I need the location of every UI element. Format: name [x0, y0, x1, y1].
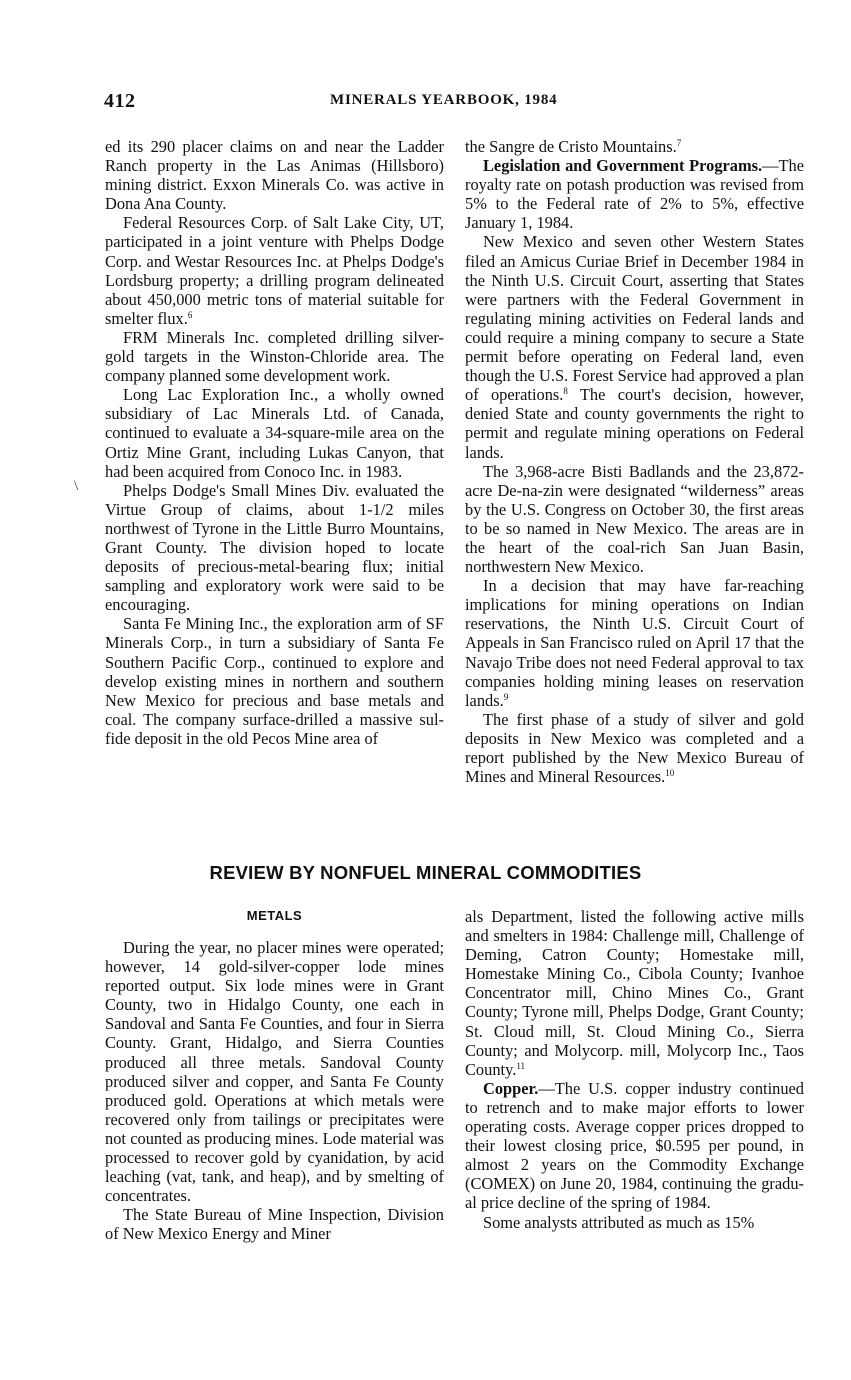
footnote-ref: 11 [516, 1060, 525, 1071]
paragraph [465, 710, 804, 786]
column-bottom-left [105, 938, 444, 1244]
footnote-ref: 9 [503, 691, 509, 702]
footnote-ref: 8 [563, 386, 568, 397]
paragraph [465, 232, 804, 461]
paragraph [465, 156, 804, 232]
footnote-ref: 7 [676, 138, 682, 148]
paragraph: ed its 290 placer claims on and near the Ladder Ranch property in the Las Animas (Hillsboro) mining district. Exxon Minerals Co. was active in Dona Ana County. [105, 137, 444, 214]
paragraph: Some analysts attributed as much as 15% [483, 1212, 755, 1232]
footnote-ref: 6 [187, 309, 193, 320]
paragraph: Santa Fe Mining Inc., the exploration arm of SF Minerals Corp., in turn a subsidiary of Santa Fe Southern Pacific Corp., continued to explore and develop existing mines in northern and southern New Mexico for precious and base metals and coal. The company surface-drilled a massive sulfide deposit in the old Pecos Mine area of [105, 614, 444, 748]
paragraph-text: the Sangre de Cristo Mountains. [465, 137, 677, 156]
run-in-heading: Copper. [483, 1078, 539, 1098]
paragraph-text: New Mexico and seven other Western States filed an Amicus Curiae Brief in December 1984 in the Ninth U.S. Circuit Court, asserting that States were partners with the Federal Government in regulating mining activities on Federal lands and could require a mining company to secure a State permit before operating on Federal land, even though the U.S. Forest Service had approved a plan of operations. [465, 232, 804, 405]
section-heading: REVIEW BY NONFUEL MINERAL COMMODITIES [209, 862, 642, 883]
paragraph: The 3,968-acre Bisti Badlands and the 23,872-acre De-na-zin were designated “wilderness” areas by the U.S. Congress on October 30, the first areas to be so named in New Mexico. The areas are in the heart of the coal-rich San Juan Basin, northwestern New Mexico. [465, 461, 804, 577]
paragraph: During the year, no placer mines were operated; however, 14 gold-silver-copper lode mines reported output. Six lode mines were in Grant County, two in Hidalgo County, one each in Sandoval and Santa Fe Counties, and four in Sierra County. Grant, Hidalgo, and Sierra Counties produced all three metals. Sandoval County produced silver and copper, and Santa Fe County produced gold. Operations at which metals were recovered only from tailings or precipitates were not counted as producing mines. Lode material was processed to recover gold by cyanidation, by acid leaching (vat, tank, and heap), and by smelting of concentrates. [105, 938, 444, 1206]
paragraph-text: The first phase of a study of silver and gold deposits in New Mexico was completed and a report published by the New Mexico Bureau of Mines and Mineral Resources. [465, 709, 804, 787]
paragraph: Long Lac Exploration Inc., a wholly owned subsidiary of Lac Minerals Ltd. of Canada, continued to evaluate a 34-square-mile area on the Ortiz Mine Grant, including Lukas Canyon, that had been acquired from Conoco Inc. in 1983. [105, 385, 444, 481]
paragraph-text: The court's decision, however, denied State and county governments the right to permit and regulate mining operations on Federal lands. [465, 385, 805, 462]
paragraph [465, 1079, 804, 1213]
paragraph [105, 213, 444, 328]
paragraph [465, 137, 804, 156]
paragraph-text: Federal Resources Corp. of Salt Lake City, UT, participated in a joint venture with Phelps Dodge Corp. and Westar Resources Inc. at Phelps Dodge's Lordsburg property; a drilling program delineated about 450,000 metric tons of material suitable for smelter flux. [105, 213, 444, 328]
paragraph-text: als Department, listed the following active mills and smelters in 1984: Challenge mill, Challenge of Deming, Catron County; Homestake mill, Homestake Mining Co., Cibola County; Ivanhoe Concentrator mill, Chino Mines Co., Grant County; Tyrone mill, Phelps Dodge, Grant County; St. Cloud mill, St. Cloud Mining Co., Sierra County; and Molycorp. mill, Molycorp Inc., Taos County. [465, 907, 804, 1079]
paragraph-text: In a decision that may have far-reaching implications for mining operations on Indian reservations, the Ninth U.S. Circuit Court of Appeals in San Francisco ruled on April 17 that the Navajo Tribe does not need Federal approval to tax companies holding mining leases on reservation lands. [465, 576, 804, 710]
paragraph-text: —The U.S. copper industry continued to retrench and to make major efforts to lower operating costs. Average copper prices dropped to their lowest closing price, $0.595 per pound, in almost 2 years on the Commodity Exchange (COMEX) on June 20, 1984, continuing the gradual price decline of the spring of 1984. [465, 1078, 804, 1213]
paragraph-text: —The royalty rate on potash production was revised from 5% to the Federal rate of 2% to 5%, effective January 1, 1984. [465, 156, 804, 233]
paragraph: FRM Minerals Inc. completed drilling silver-gold targets in the Winston-Chloride area. The company planned some development work. [105, 327, 444, 386]
running-title: MINERALS YEARBOOK, 1984 [330, 92, 558, 108]
paragraph [465, 576, 804, 710]
paragraph: Phelps Dodge's Small Mines Div. evaluated the Virtue Group of claims, about 1-1/2 miles northwest of Tyrone in the Little Burro Mountains, Grant County. The division hoped to locate deposits of precious-metal-bearing flux; initial sampling and exploratory work were said to be encouraging. [105, 480, 444, 615]
page-number: 412 [104, 90, 136, 112]
footnote-ref: 10 [665, 768, 675, 779]
paragraph: The State Bureau of Mine Inspection, Division of New Mexico Energy and Miner [105, 1205, 444, 1244]
margin-mark: \ [74, 478, 79, 494]
column-top-right [465, 137, 804, 786]
column-top-left [105, 137, 444, 748]
run-in-heading: Legislation and Government Programs. [483, 156, 763, 176]
sub-heading: METALS [246, 908, 303, 923]
paragraph [465, 907, 804, 1079]
column-bottom-right [465, 907, 804, 1232]
